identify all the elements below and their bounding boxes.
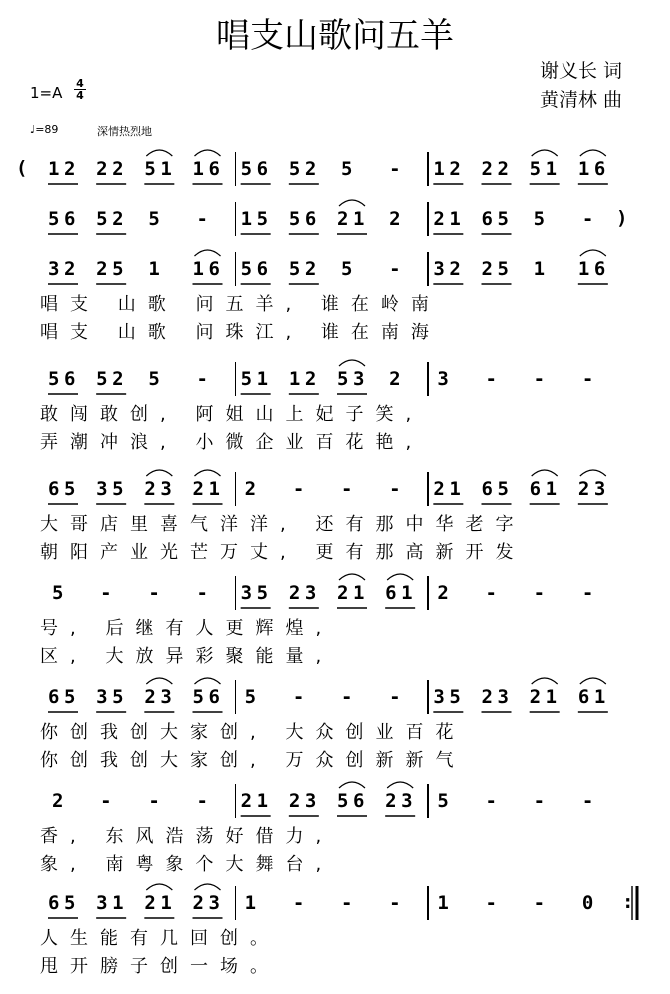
note: 2 [481, 158, 493, 180]
note: 6 [577, 686, 590, 708]
lyric-line-verse2: 象, 南粤象个大舞台, [40, 854, 334, 875]
note: 2 [481, 686, 493, 708]
note-extension: - [148, 582, 160, 604]
note-extension: - [292, 686, 305, 708]
lyric-line-verse2: 区, 大放异彩聚能量, [40, 646, 334, 667]
note: 2 [96, 158, 108, 180]
note: 5 [64, 892, 76, 914]
slur [195, 470, 221, 476]
note-extension: - [485, 790, 497, 812]
note: 5 [112, 258, 124, 280]
note: 2 [304, 368, 317, 390]
note: 1 [48, 158, 60, 180]
note: 2 [144, 686, 156, 708]
note: 5 [148, 208, 160, 230]
note-extension: - [196, 790, 208, 812]
slur [580, 150, 606, 156]
note: 6 [64, 208, 76, 230]
note: 2 [304, 158, 317, 180]
note: 1 [288, 368, 301, 390]
note: 5 [497, 478, 509, 500]
note: 3 [353, 368, 365, 390]
note-extension: - [389, 158, 401, 180]
note-extension: - [533, 368, 546, 390]
note: 1 [577, 158, 590, 180]
note: 2 [304, 258, 317, 280]
note: 2 [112, 368, 124, 390]
slur [195, 150, 221, 156]
lyric-line-verse1: 敢闯敢创, 阿姐山上妃子笑, [40, 404, 424, 425]
note: 5 [437, 790, 449, 812]
note: 2 [192, 892, 204, 914]
note-extension: - [341, 686, 353, 708]
note-extension: - [485, 582, 497, 604]
note-extension: - [533, 892, 546, 914]
note-extension: - [533, 790, 546, 812]
note-extension: - [581, 208, 594, 230]
note: 6 [48, 686, 60, 708]
note: 3 [208, 892, 220, 914]
note: 5 [497, 208, 509, 230]
note: 2 [389, 208, 401, 230]
note: 3 [433, 686, 445, 708]
note: 6 [208, 158, 220, 180]
note: 1 [244, 892, 257, 914]
note: 1 [533, 258, 546, 280]
note: 3 [497, 686, 509, 708]
note-extension: - [581, 790, 594, 812]
lyric-line-verse2: 甩开膀子创一场。 [40, 956, 280, 977]
slur [146, 150, 172, 156]
note: 1 [353, 208, 365, 230]
note-extension: - [341, 478, 353, 500]
note: 3 [304, 582, 317, 604]
note: 1 [208, 478, 220, 500]
note: 2 [144, 478, 156, 500]
slur [339, 574, 365, 580]
note: 1 [256, 790, 269, 812]
note-extension: - [196, 208, 208, 230]
note: 2 [52, 790, 64, 812]
note: 5 [240, 158, 253, 180]
note: 2 [529, 686, 542, 708]
slur [387, 574, 413, 580]
note: 2 [481, 258, 493, 280]
note-extension: - [292, 892, 305, 914]
note: 6 [256, 258, 269, 280]
note: 5 [529, 158, 542, 180]
note: 1 [545, 686, 558, 708]
lyricist-credit: 谢义长 词 [540, 60, 623, 82]
note: 5 [449, 686, 461, 708]
note: 5 [288, 258, 301, 280]
note: 3 [437, 368, 449, 390]
note: 2 [64, 158, 76, 180]
note: 2 [112, 158, 124, 180]
note: 2 [449, 158, 461, 180]
note: 5 [96, 368, 108, 390]
note: 6 [208, 258, 220, 280]
note: 6 [481, 478, 493, 500]
slur [532, 678, 558, 684]
slur [580, 250, 606, 256]
slur [580, 678, 606, 684]
lyric-line-verse1: 号, 后继有人更辉煌, [40, 618, 334, 639]
slur [146, 678, 172, 684]
note-extension: - [533, 582, 546, 604]
note: 3 [240, 582, 253, 604]
lyric-line-verse2: 朝阳产业光芒万丈, 更有那高新开发 [40, 542, 526, 563]
note: 1 [437, 892, 449, 914]
note: 2 [437, 582, 449, 604]
note: 6 [304, 208, 317, 230]
note: 1 [256, 368, 269, 390]
note: 2 [385, 790, 397, 812]
note-extension: - [292, 478, 305, 500]
note: 5 [48, 368, 60, 390]
note-extension: - [389, 686, 401, 708]
note-extension: - [389, 258, 401, 280]
time-signature-bottom: 4 [76, 89, 84, 102]
expression-mark: 深情热烈地 [97, 125, 152, 138]
note: 5 [48, 208, 60, 230]
note: 3 [433, 258, 445, 280]
repeat-close-paren: ) [616, 207, 628, 229]
note: 5 [96, 208, 108, 230]
note: 2 [577, 478, 590, 500]
slur [339, 782, 365, 788]
note: 3 [96, 686, 108, 708]
note-extension: - [581, 582, 594, 604]
note: 5 [288, 208, 301, 230]
note: 1 [353, 582, 365, 604]
note: 5 [64, 478, 76, 500]
note-extension: - [389, 892, 401, 914]
note: 1 [160, 892, 172, 914]
note: 2 [433, 208, 445, 230]
note: 1 [449, 208, 461, 230]
note: 1 [433, 158, 445, 180]
song-title: 唱支山歌问五羊 [216, 16, 454, 56]
note: 3 [160, 686, 172, 708]
note: 5 [112, 478, 124, 500]
note: 3 [96, 478, 108, 500]
note-extension: - [485, 892, 497, 914]
note: 6 [481, 208, 493, 230]
note: 3 [48, 258, 60, 280]
note: 2 [144, 892, 156, 914]
note-extension: - [389, 478, 401, 500]
note: 5 [240, 368, 253, 390]
note: 1 [148, 258, 160, 280]
note: 3 [593, 478, 606, 500]
lyric-line-verse1: 香, 东风浩荡好借力, [40, 826, 334, 847]
note: 6 [64, 368, 76, 390]
slur [532, 150, 558, 156]
slur [387, 782, 413, 788]
note: 0 [581, 892, 594, 914]
note: 2 [337, 582, 349, 604]
note: 6 [48, 478, 60, 500]
note: 1 [545, 478, 558, 500]
lyric-line-verse2: 弄潮冲浪, 小微企业百花艳, [40, 432, 424, 453]
note: 6 [593, 258, 606, 280]
note: 1 [240, 208, 253, 230]
note: 2 [244, 478, 257, 500]
note: 6 [529, 478, 542, 500]
note-extension: - [100, 582, 112, 604]
note: 1 [192, 258, 204, 280]
lyric-line-verse1: 大哥店里喜气洋洋, 还有那中华老字 [40, 514, 526, 535]
note: 6 [385, 582, 397, 604]
slur [195, 678, 221, 684]
note-extension: - [148, 790, 160, 812]
note: 5 [497, 258, 509, 280]
note: 1 [577, 258, 590, 280]
slur [339, 360, 365, 366]
slur [339, 200, 365, 206]
note: 5 [533, 208, 546, 230]
note: 5 [240, 258, 253, 280]
note: 1 [160, 158, 172, 180]
note-extension: - [341, 892, 353, 914]
slur [146, 884, 172, 890]
repeat-open-paren: ( [16, 157, 28, 179]
lyric-line-verse2: 唱支 山歌 问珠江, 谁在南海 [40, 322, 441, 343]
note: 5 [288, 158, 301, 180]
note: 5 [112, 686, 124, 708]
slur [532, 470, 558, 476]
note: 5 [337, 368, 349, 390]
note: 1 [593, 686, 606, 708]
note: 3 [96, 892, 108, 914]
note: 6 [48, 892, 60, 914]
note: 3 [304, 790, 317, 812]
key-signature: 1=A [30, 84, 63, 102]
note: 2 [288, 582, 301, 604]
note-extension: - [581, 368, 594, 390]
composer-credit: 黄清林 曲 [540, 89, 623, 111]
note-extension: - [100, 790, 112, 812]
note: 2 [433, 478, 445, 500]
note: 5 [64, 686, 76, 708]
note: 6 [593, 158, 606, 180]
note: 2 [96, 258, 108, 280]
note: 6 [256, 158, 269, 180]
note: 2 [389, 368, 401, 390]
slur [195, 884, 221, 890]
lyric-line-verse1: 你创我创大家创, 大众创业百花 [40, 722, 466, 743]
note: 5 [256, 208, 269, 230]
note: 1 [112, 892, 124, 914]
note: 5 [341, 158, 353, 180]
repeat-dots: : [622, 891, 634, 913]
note: 5 [144, 158, 156, 180]
lyric-line-verse1: 人生能有几回创。 [40, 928, 280, 949]
lyric-line-verse1: 唱支 山歌 问五羊, 谁在岭南 [40, 294, 441, 315]
note: 5 [256, 582, 269, 604]
slur [195, 250, 221, 256]
tempo-mark: ♩=89 [30, 123, 59, 136]
note: 5 [192, 686, 204, 708]
time-signature-top: 4 [76, 77, 84, 90]
note: 1 [192, 158, 204, 180]
note: 2 [337, 208, 349, 230]
note: 5 [244, 686, 257, 708]
note: 1 [545, 158, 558, 180]
note: 5 [337, 790, 349, 812]
note: 2 [240, 790, 253, 812]
note: 6 [353, 790, 365, 812]
note: 1 [401, 582, 413, 604]
note: 1 [449, 478, 461, 500]
note: 5 [52, 582, 64, 604]
note: 2 [288, 790, 301, 812]
note: 5 [341, 258, 353, 280]
note-extension: - [196, 368, 208, 390]
note: 2 [497, 158, 509, 180]
note: 2 [449, 258, 461, 280]
slur [146, 470, 172, 476]
lyric-line-verse2: 你创我创大家创, 万众创新新气 [40, 750, 466, 771]
note: 2 [192, 478, 204, 500]
note: 6 [208, 686, 220, 708]
note-extension: - [196, 582, 208, 604]
note-extension: - [485, 368, 497, 390]
note: 3 [401, 790, 413, 812]
note: 2 [112, 208, 124, 230]
note: 5 [148, 368, 160, 390]
slur [580, 470, 606, 476]
note: 2 [64, 258, 76, 280]
note: 3 [160, 478, 172, 500]
